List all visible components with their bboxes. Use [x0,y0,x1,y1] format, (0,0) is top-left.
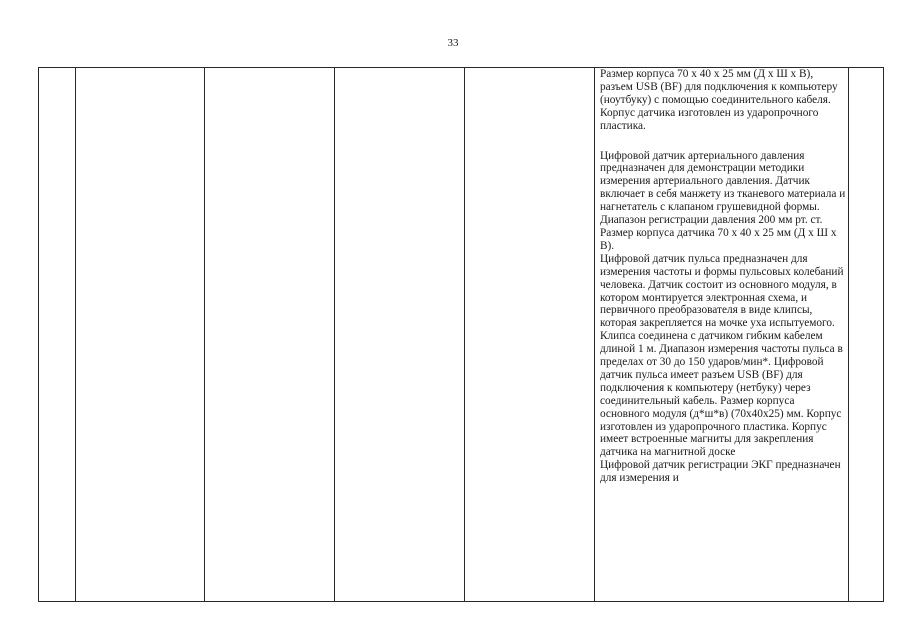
specification-table [38,67,884,602]
table-cell-col3 [205,68,335,602]
description-paragraph: Цифровой датчик регистрации ЭКГ предназначен для измерения и [600,459,841,485]
description-paragraph: Размер корпуса 70 х 40 х 25 мм (Д х Ш х В), разъем USB (BF) для подключения к компьютеру (ноутбуку) с помощью соединительного кабеля. Корпус датчика изготовлен из ударопрочного пластика. [600,68,838,132]
table-cell-col2 [76,68,205,602]
table-row [39,68,884,602]
description-paragraph: Цифровой датчик пульса предназначен для измерения частоты и формы пульсовых колебаний человека. Датчик состоит из основного модуля, в котором монтируется электронная схема, и первичного преобразователя в виде клипсы, которая закрепляется на мочке уха испытуемого. Клипса соединена с датчиком гибким кабелем длиной 1 м. Диапазон измерения частоты пульса в пределах от 30 до 150 ударов/мин*. Цифровой датчик пульса имеет разъем USB (BF) для подключения к компьютеру (нетбуку) через соединительный кабель. Размер корпуса основного модуля (д*ш*в) (70х40х25) мм. Корпус изготовлен из ударопрочного пластика. Корпус имеет встроенные магниты для закрепления датчика на магнитной доске [600,252,844,459]
table-cell-col5 [465,68,595,602]
page-number: 33 [447,37,459,49]
table-cell-col4 [335,68,465,602]
description-paragraph: Цифровой датчик артериального давления предназначен для демонстрации методики измерения артериального давления. Датчик включает в себя манжету из тканевого материала и нагнетатель с клапаном грушевидной формы. Диапазон регистрации давления 200 мм рт. ст. Размер корпуса датчика 70 х 40 х 25 мм (Д х Ш х В). [600,149,846,252]
table-cell-number [39,68,76,602]
table-cell-description [595,68,849,602]
paragraph-spacer [600,133,846,150]
table-cell-last [849,68,884,602]
